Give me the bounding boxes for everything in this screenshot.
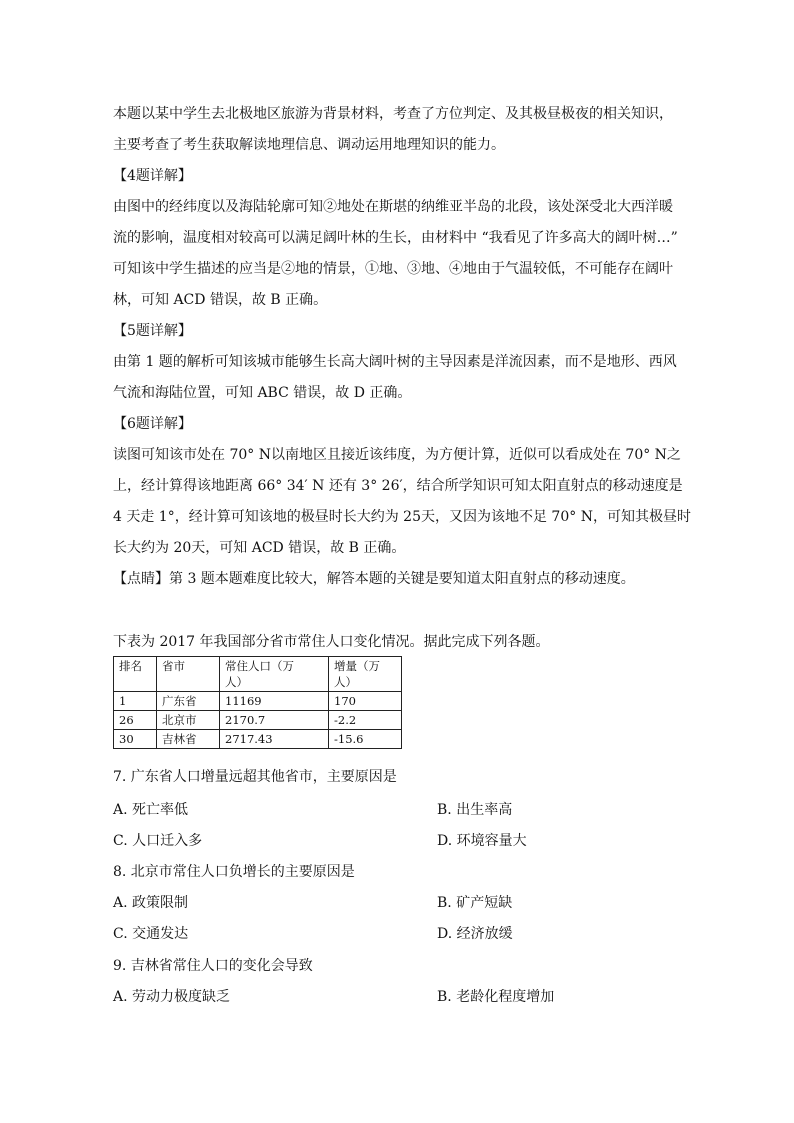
table-row: [114, 730, 402, 749]
population-table: [113, 656, 402, 749]
text-line: 可知该中学生描述的应当是②地的情景，①地、③地、④地由于气温较低，不可能存在阔叶: [113, 261, 673, 277]
text-line: 主要考查了考生获取解读地理信息、调动运用地理知识的能力。: [113, 137, 505, 153]
table-header-row: [114, 657, 402, 692]
header-text: 人）: [334, 675, 357, 689]
header-text: 省市: [162, 659, 185, 673]
option-a[interactable]: A. 政策限制: [113, 895, 189, 911]
table-cell: 30: [114, 730, 157, 749]
section-heading: 【6题详解】: [113, 416, 192, 432]
header-text: 排名: [119, 659, 142, 673]
table-cell: 1: [114, 692, 157, 711]
table-cell: 广东省: [157, 692, 220, 711]
table-cell: -15.6: [329, 730, 402, 749]
text-line: 气流和海陆位置，可知 ABC 错误，故 D 正确。: [113, 385, 412, 401]
text-line: 林，可知 ACD 错误，故 B 正确。: [113, 292, 328, 308]
table-cell: 2717.43: [220, 730, 329, 749]
header-text: 人）: [225, 675, 248, 689]
option-c[interactable]: C. 交通发达: [113, 926, 189, 942]
text-line: 由第 1 题的解析可知该城市能够生长高大阔叶树的主导因素是洋流因素，而不是地形、西风: [113, 354, 677, 370]
text-line: 4 天走 1°，经计算可知该地的极昼时长大约为 25天，又因为该地不足 70° N，可知其极昼时: [113, 509, 691, 525]
option-b[interactable]: B. 出生率高: [437, 802, 513, 818]
header-cell: [114, 657, 157, 692]
header-cell: [157, 657, 220, 692]
option-d[interactable]: D. 环境容量大: [437, 833, 527, 849]
table-cell: 11169: [220, 692, 329, 711]
text-line: 长大约为 20天，可知 ACD 错误，故 B 正确。: [113, 540, 406, 556]
section-heading: 【4题详解】: [113, 168, 192, 184]
table-cell: -2.2: [329, 711, 402, 730]
option-a[interactable]: A. 劳动力极度缺乏: [113, 989, 231, 1005]
question-intro: 下表为 2017 年我国部分省市常住人口变化情况。据此完成下列各题。: [113, 634, 550, 650]
option-b[interactable]: B. 老龄化程度增加: [437, 989, 555, 1005]
option-a[interactable]: A. 死亡率低: [113, 802, 189, 818]
table-cell: 26: [114, 711, 157, 730]
question-stem: 8. 北京市常住人口负增长的主要原因是: [113, 864, 355, 880]
text-line: 上，经计算得该地距离 66° 34′ N 还有 3° 26′，结合所学知识可知太阳直射点的移动速度是: [113, 478, 683, 494]
option-d[interactable]: D. 经济放缓: [437, 926, 513, 942]
table-cell: 2170.7: [220, 711, 329, 730]
section-heading: 【5题详解】: [113, 323, 192, 339]
header-text: 增量（万: [334, 659, 380, 673]
header-cell: [329, 657, 402, 692]
question-stem: 9. 吉林省常住人口的变化会导致: [113, 958, 313, 974]
option-b[interactable]: B. 矿产短缺: [437, 895, 513, 911]
table-cell: 170: [329, 692, 402, 711]
header-text: 常住人口（万: [225, 659, 294, 673]
table-cell: 北京市: [157, 711, 220, 730]
table-row: [114, 692, 402, 711]
header-cell: [220, 657, 329, 692]
question-stem: 7. 广东省人口增量远超其他省市，主要原因是: [113, 769, 397, 785]
table-row: [114, 711, 402, 730]
text-line: 流的影响，温度相对较高可以满足阔叶林的生长，由材料中 “我看见了许多高大的阔叶树…”: [113, 230, 678, 246]
tip-line: 【点睛】第 3 题本题难度比较大，解答本题的关键是要知道太阳直射点的移动速度。: [113, 571, 635, 587]
option-c[interactable]: C. 人口迁入多: [113, 833, 203, 849]
text-line: 读图可知该市处在 70° N以南地区且接近该纬度，为方便计算，近似可以看成处在 70° N之: [113, 447, 681, 463]
text-line: 由图中的经纬度以及海陆轮廓可知②地处在斯堪的纳维亚半岛的北段，该处深受北大西洋暖: [113, 199, 673, 215]
text-line: 本题以某中学生去北极地区旅游为背景材料，考查了方位判定、及其极昼极夜的相关知识，: [113, 106, 673, 122]
table-cell: 吉林省: [157, 730, 220, 749]
